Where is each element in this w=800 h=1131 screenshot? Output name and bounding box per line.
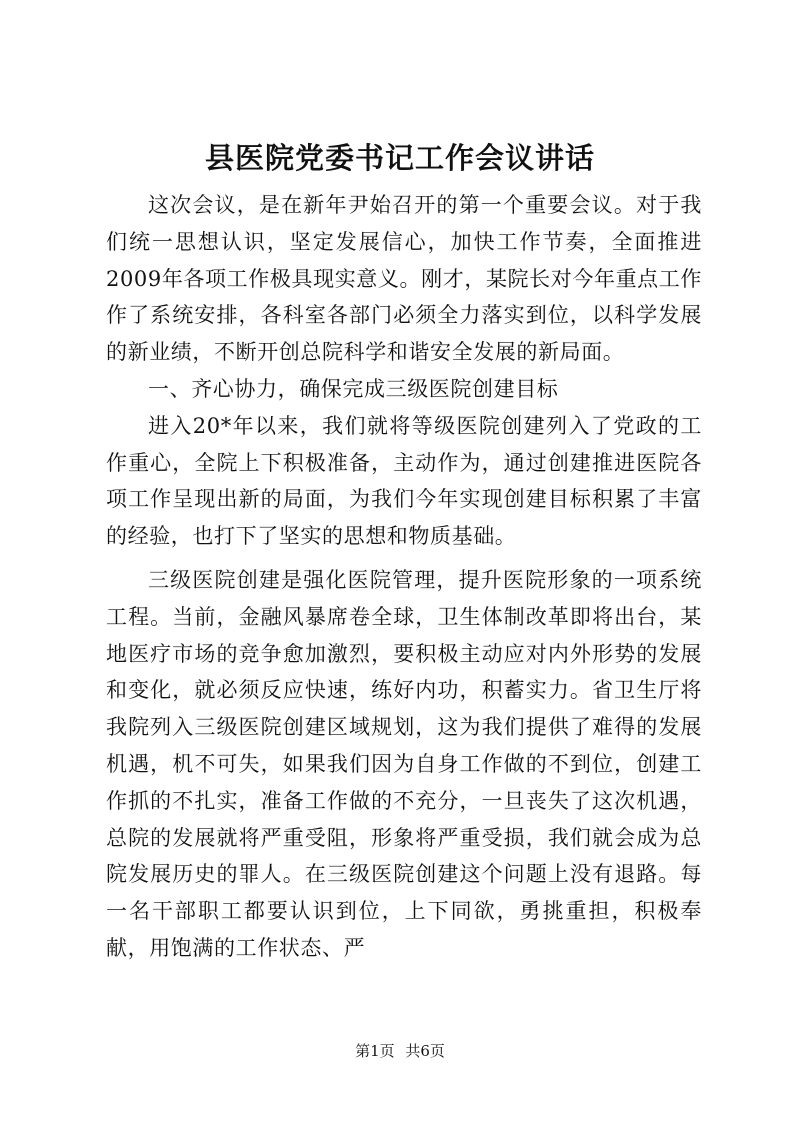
document-title: 县医院党委书记工作会议讲话 xyxy=(204,141,595,175)
page-total: 共6页 xyxy=(405,1042,445,1060)
paragraph-creation: 三级医院创建是强化医院管理，提升医院形象的一项系统工程。当前，金融风暴席卷全球，卫生体制改革即将出台，某地医疗市场的竞争愈加激烈，要积极主动应对内外形势的发展和变化，就必须反应快速，练好内功，积蓄实力。省卫生厅将我院列入三级医院创建区域规划，这为我们提供了难得的发展机遇，机不可失，如果我们因为自身工作做的不到位，创建工作抓的不扎实，准备工作做的不充分，一旦丧失了这次机遇，总院的发展就将严重受阻，形象将严重受损，我们就会成为总院发展历史的罪人。在三级医院创建这个问题上没有退路。每一名干部职工都要认识到位，上下同欲，勇挑重担，积极奉献，用饱满的工作状态、严 xyxy=(106,567,702,960)
section-heading: 一、齐心协力，确保完成三级医院创建目标 xyxy=(148,376,559,401)
page-footer xyxy=(0,1041,800,1061)
paragraph-progress: 进入20*年以来，我们就将等级医院创建列入了党政的工作重心，全院上下积极准备，主动作为，通过创建推进医院各项工作呈现出新的局面，为我们今年实现创建目标积累了丰富的经验，也打下了坚实的思想和物质基础。 xyxy=(106,413,702,549)
page-number: 第1页 xyxy=(355,1042,395,1060)
document-body xyxy=(106,187,702,967)
paragraph-intro: 这次会议，是在新年尹始召开的第一个重要会议。对于我们统一思想认识，坚定发展信心，加快工作节奏，全面推进2009年各项工作极具现实意义。刚才，某院长对今年重点工作作了系统安排，各科室各部门必须全力落实到位，以科学发展的新业绩，不断开创总院科学和谐安全发展的新局面。 xyxy=(106,193,702,365)
